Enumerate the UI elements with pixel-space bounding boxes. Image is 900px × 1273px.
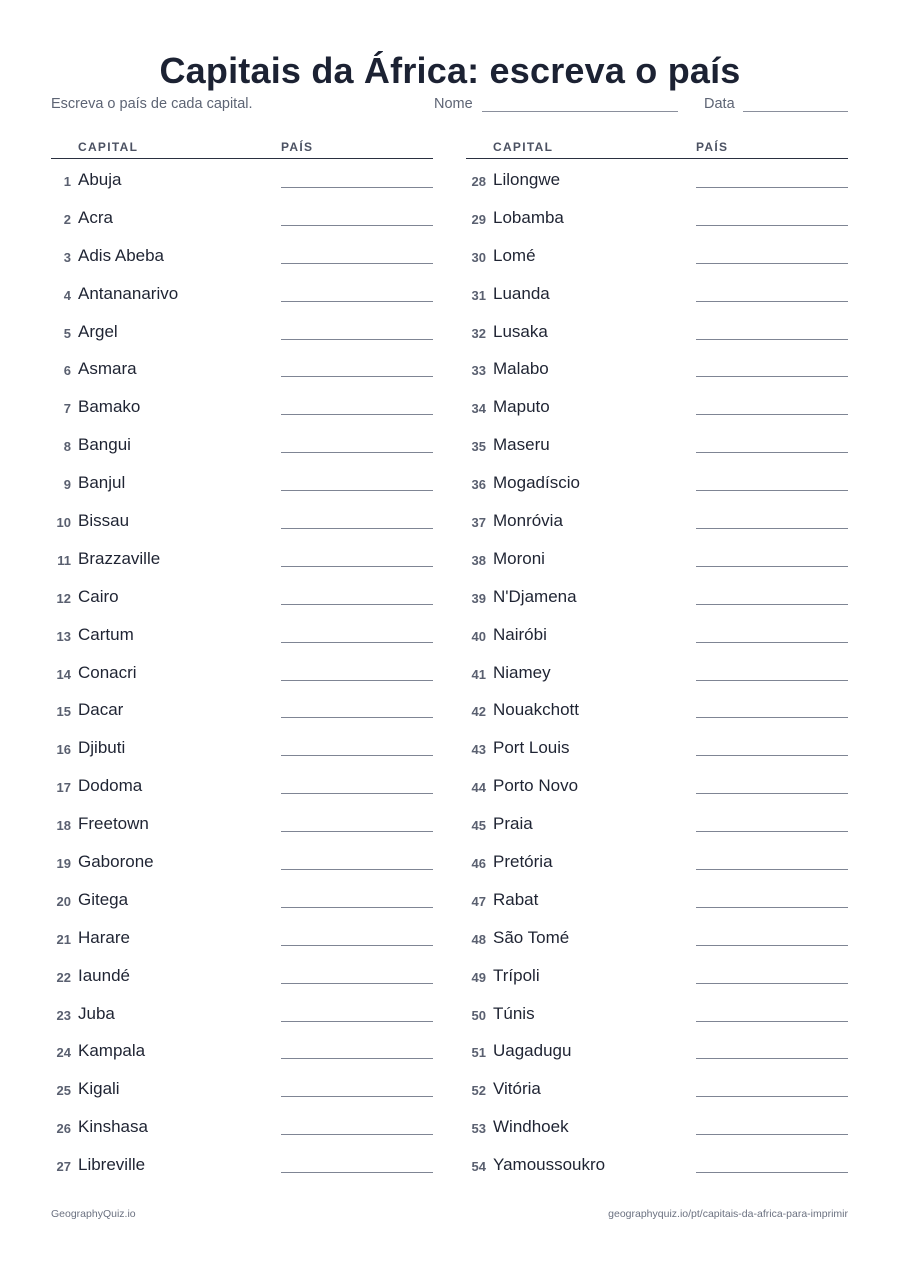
item-number: 3 [63,249,71,265]
country-answer-line[interactable] [281,755,433,756]
list-item [466,614,848,652]
item-number: 27 [56,1159,71,1175]
country-answer-line[interactable] [281,793,433,794]
item-number: 1 [63,174,71,189]
capital-name: Port Louis [493,738,570,758]
capital-name: Túnis [493,1003,535,1023]
capital-name: Banjul [78,473,126,493]
capital-name: Conacri [78,662,137,682]
country-answer-line[interactable] [281,869,433,870]
country-answer-line[interactable] [281,945,433,946]
country-answer-line[interactable] [281,187,433,188]
country-answer-line[interactable] [696,793,848,794]
country-answer-line[interactable] [281,1172,433,1173]
country-answer-line[interactable] [696,755,848,756]
capital-name: Yamoussoukro [493,1155,606,1175]
capital-name: Antananarivo [78,283,179,303]
capital-name: Monróvia [493,511,563,531]
country-answer-line[interactable] [696,339,848,340]
country-answer-line[interactable] [696,1058,848,1059]
list-item [466,386,848,424]
item-number: 52 [471,1083,486,1099]
country-answer-line[interactable] [281,642,433,643]
date-label: Data [704,96,735,112]
country-answer-line[interactable] [696,452,848,453]
list-item [51,538,433,576]
item-number: 25 [56,1083,71,1099]
item-number: 47 [471,893,486,909]
page-title: Capitais da África: escreva o país [159,50,741,91]
column-header [51,138,433,159]
list-item [51,1106,433,1144]
capital-name: Cairo [78,586,119,606]
list-item [466,576,848,614]
item-number: 8 [63,439,71,455]
right-column [466,138,848,1182]
list-item [51,689,433,727]
country-answer-line[interactable] [281,339,433,340]
capital-name: São Tomé [493,927,570,947]
country-answer-line[interactable] [696,680,848,681]
capital-name: Kigali [78,1079,120,1099]
capital-name: Cartum [78,624,134,644]
capital-name: Kampala [78,1041,146,1061]
list-item [51,311,433,349]
list-item [466,803,848,841]
capital-name: Vitória [493,1079,541,1099]
country-answer-line[interactable] [696,263,848,264]
item-number: 13 [56,628,71,644]
item-number: 34 [471,401,486,417]
list-item [466,424,848,462]
country-answer-line[interactable] [696,414,848,415]
capital-name: Brazzaville [78,548,161,568]
country-answer-line[interactable] [696,1134,848,1135]
capital-name: Lilongwe [493,170,561,189]
date-field-line[interactable] [743,111,848,112]
item-number: 9 [63,477,71,493]
list-item [466,538,848,576]
list-item [51,197,433,235]
list-item [466,955,848,993]
country-answer-line[interactable] [696,907,848,908]
item-number: 30 [471,249,486,265]
item-number: 48 [471,931,486,947]
country-answer-line[interactable] [281,831,433,832]
country-answer-line[interactable] [281,717,433,718]
list-item [466,1144,848,1182]
item-number: 42 [471,704,486,720]
capital-name: Argel [78,321,118,341]
country-answer-line[interactable] [281,490,433,491]
country-answer-line[interactable] [281,528,433,529]
list-item [466,462,848,500]
item-number: 37 [471,515,486,531]
list-item [466,879,848,917]
capital-name: Asmara [78,359,137,379]
item-number: 44 [471,780,486,796]
country-answer-line[interactable] [696,225,848,226]
list-item [51,652,433,690]
list-item [466,1030,848,1068]
capital-name: Malabo [493,359,549,379]
country-answer-line[interactable] [281,376,433,377]
capital-name: Adis Abeba [78,245,165,265]
list-item [51,879,433,917]
capital-name: N'Djamena [493,586,577,606]
item-number: 7 [63,401,71,417]
list-item [51,500,433,538]
capital-name: Luanda [493,283,550,303]
capital-name: Maputo [493,397,550,417]
item-number: 28 [471,174,486,189]
item-number: 43 [471,742,486,758]
capital-name: Kinshasa [78,1117,148,1137]
left-column [51,138,433,1182]
list-item [51,955,433,993]
item-number: 6 [63,363,71,379]
list-item [466,841,848,879]
country-answer-line[interactable] [696,1172,848,1173]
capital-name: Praia [493,814,533,834]
capital-name: Mogadíscio [493,473,580,493]
country-answer-line[interactable] [281,566,433,567]
country-answer-line[interactable] [281,907,433,908]
list-item [466,235,848,273]
item-number: 18 [56,818,71,834]
country-answer-line[interactable] [696,301,848,302]
capital-name: Gaborone [78,852,154,872]
item-number: 10 [56,515,71,531]
item-number: 39 [471,590,486,606]
pais-column-header: PAÍS [281,140,314,154]
list-item [466,273,848,311]
capital-name: Dodoma [78,776,143,796]
country-answer-line[interactable] [696,983,848,984]
capital-column-header: CAPITAL [493,140,554,154]
capital-name: Niamey [493,662,551,682]
list-item [51,765,433,803]
list-item [466,500,848,538]
capital-name: Juba [78,1003,115,1023]
list-item [51,803,433,841]
capital-name: Gitega [78,889,129,909]
country-answer-line[interactable] [696,1096,848,1097]
list-item [51,841,433,879]
country-answer-line[interactable] [281,301,433,302]
country-answer-line[interactable] [696,869,848,870]
list-item [51,1030,433,1068]
instructions-text: Escreva o país de cada capital. [51,96,253,112]
item-number: 35 [471,439,486,455]
item-number: 49 [471,969,486,985]
country-answer-line[interactable] [281,1021,433,1022]
item-number: 50 [471,1007,486,1023]
name-label: Nome [434,96,473,112]
capital-name: Dacar [78,700,124,720]
capital-name: Bamako [78,397,141,417]
capital-name: Nairóbi [493,624,547,644]
item-number: 51 [471,1045,486,1061]
item-number: 40 [471,628,486,644]
capital-name: Trípoli [493,965,540,985]
list-item [51,386,433,424]
item-number: 4 [63,287,71,303]
list-item [466,1068,848,1106]
item-number: 36 [471,477,486,493]
country-answer-line[interactable] [281,983,433,984]
capital-name: Windhoek [493,1117,569,1137]
country-answer-line[interactable] [281,1134,433,1135]
list-item [51,462,433,500]
pais-column-header: PAÍS [696,140,729,154]
capital-name: Lobamba [493,207,564,227]
country-answer-line[interactable] [281,225,433,226]
item-number: 26 [56,1121,71,1137]
list-item [466,1106,848,1144]
item-number: 54 [471,1159,486,1175]
item-number: 2 [63,211,71,227]
country-answer-line[interactable] [696,642,848,643]
list-item [466,348,848,386]
item-number: 24 [56,1045,71,1061]
country-answer-line[interactable] [696,945,848,946]
capital-name: Porto Novo [493,776,579,796]
item-number: 53 [471,1121,486,1137]
country-answer-line[interactable] [281,263,433,264]
item-number: 20 [56,893,71,909]
country-answer-line[interactable] [696,566,848,567]
item-number: 19 [56,856,71,872]
capital-name: Iaundé [78,965,130,985]
capital-name: Lusaka [493,321,548,341]
list-item [51,159,433,197]
item-number: 21 [56,931,71,947]
capital-name: Maseru [493,435,550,455]
capital-name: Abuja [78,170,122,189]
list-item [51,235,433,273]
list-item [51,727,433,765]
item-number: 38 [471,552,486,568]
list-item [51,273,433,311]
capital-name: Acra [78,207,113,227]
capital-name: Djibuti [78,738,126,758]
left-rows [51,159,433,1182]
capital-name: Bangui [78,435,131,455]
country-answer-line[interactable] [281,604,433,605]
item-number: 41 [471,666,486,682]
capital-name: Freetown [78,814,149,834]
item-number: 5 [63,325,71,341]
item-number: 11 [57,552,71,568]
country-answer-line[interactable] [281,452,433,453]
capital-name: Bissau [78,511,130,531]
item-number: 22 [56,969,71,985]
capital-name: Moroni [493,548,545,568]
country-answer-line[interactable] [696,376,848,377]
column-header [466,138,848,159]
list-item [466,311,848,349]
country-answer-line[interactable] [696,1021,848,1022]
capital-name: Libreville [78,1155,146,1175]
item-number: 33 [471,363,486,379]
country-answer-line[interactable] [696,528,848,529]
capital-name: Nouakchott [493,700,579,720]
capital-column-header: CAPITAL [78,140,139,154]
item-number: 12 [56,590,71,606]
list-item [466,727,848,765]
country-answer-line[interactable] [696,604,848,605]
list-item [466,689,848,727]
item-number: 17 [56,780,71,796]
list-item [51,1068,433,1106]
country-answer-line[interactable] [696,717,848,718]
capital-name: Uagadugu [493,1041,572,1061]
item-number: 29 [471,211,486,227]
list-item [51,348,433,386]
list-item [466,652,848,690]
list-item [51,1144,433,1182]
list-item [51,576,433,614]
country-answer-line[interactable] [281,1058,433,1059]
list-item [466,917,848,955]
capital-name: Lomé [493,245,536,265]
item-number: 31 [471,287,486,303]
country-answer-line[interactable] [696,490,848,491]
item-number: 46 [471,856,486,872]
name-field-line[interactable] [482,111,678,112]
item-number: 45 [471,818,486,834]
country-answer-line[interactable] [696,831,848,832]
capital-name: Harare [78,927,130,947]
country-answer-line[interactable] [696,187,848,188]
item-number: 23 [56,1007,71,1023]
footer-url: geographyquiz.io/pt/capitais-da-africa-para-imprimir [608,1208,848,1220]
right-rows [466,159,848,1182]
country-answer-line[interactable] [281,414,433,415]
country-answer-line[interactable] [281,1096,433,1097]
worksheet-subheader [51,95,848,115]
list-item [51,993,433,1031]
list-item [466,765,848,803]
capital-name: Pretória [493,852,553,872]
item-number: 16 [56,742,71,758]
list-item [51,614,433,652]
item-number: 14 [56,666,71,682]
item-number: 15 [56,704,71,720]
list-item [51,424,433,462]
list-item [51,917,433,955]
country-answer-line[interactable] [281,680,433,681]
capital-name: Rabat [493,889,539,909]
footer-brand: GeographyQuiz.io [51,1208,136,1220]
list-item [466,159,848,197]
list-item [466,993,848,1031]
item-number: 32 [471,325,486,341]
list-item [466,197,848,235]
